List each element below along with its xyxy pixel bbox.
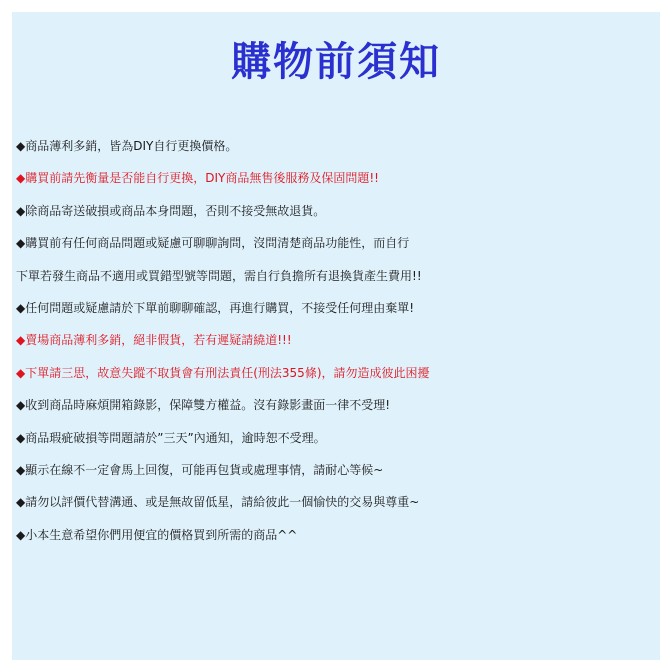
- notice-line: ◆收到商品時麻煩開箱錄影，保障雙方權益。沒有錄影畫面一律不受理!: [16, 398, 391, 413]
- notice-title: 購物前須知: [231, 39, 441, 85]
- notice-line: ◆任何問題或疑慮請於下單前聊聊確認，再進行購買，不接受任何理由棄單!: [16, 300, 415, 315]
- notice-line: ◆下單請三思，故意失蹤不取貨會有刑法責任(刑法355條)，請勿造成彼此困擾: [16, 365, 430, 380]
- notice-line: ◆購買前有任何商品問題或疑慮可聊聊詢問，沒問清楚商品功能性，而自行: [16, 236, 410, 251]
- notice-line: ◆賣場商品薄利多銷，絕非假貨，若有遲疑請繞道!!!: [16, 333, 292, 348]
- notice-line: ◆購買前請先衡量是否能自行更換，DIY商品無售後服務及保固問題!!: [16, 171, 379, 186]
- notice-line: ◆商品瑕疵破損等問題請於”三天”內通知，逾時恕不受理。: [16, 430, 326, 445]
- notice-line: ◆請勿以評價代替溝通、或是無故留低星，請給彼此一個愉快的交易與尊重~: [16, 495, 420, 510]
- notice-line: ◆除商品寄送破損或商品本身問題，否則不接受無故退貨。: [16, 203, 326, 218]
- notice-panel: [12, 12, 660, 660]
- notice-line: ◆商品薄利多銷，皆為DIY自行更換價格。: [16, 139, 238, 153]
- notice-line: ◆顯示在線不一定會馬上回復，可能再包貨或處理事情，請耐心等候~: [16, 462, 384, 477]
- notice-line: ◆小本生意希望你們用便宜的價格買到所需的商品^^: [16, 527, 298, 542]
- notice-line: 下單若發生商品不適用或買錯型號等問題，需自行負擔所有退換貨產生費用!!: [16, 268, 422, 283]
- notice-list: [16, 130, 660, 551]
